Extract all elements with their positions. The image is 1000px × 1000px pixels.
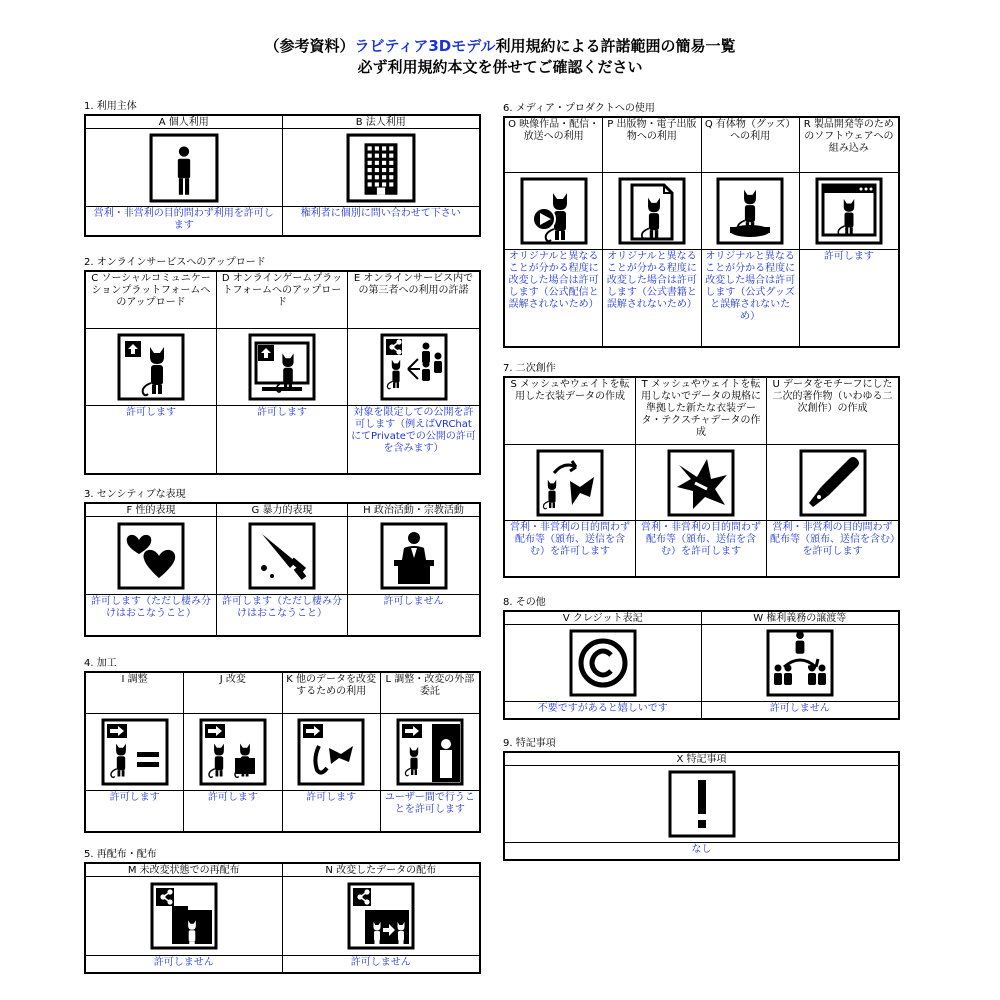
license-item bbox=[636, 378, 767, 576]
license-item bbox=[505, 612, 702, 718]
page-title bbox=[0, 36, 1000, 56]
item-answer: 権利者に個別に問い合わせて下さい bbox=[300, 208, 461, 219]
item-icon-cell bbox=[217, 329, 347, 406]
new-costume-icon bbox=[667, 449, 735, 517]
license-table bbox=[503, 376, 900, 578]
item-header: K 他のデータを改変するための利用 bbox=[283, 673, 380, 714]
pen-nib-icon bbox=[799, 449, 867, 517]
item-answer: 許可します bbox=[207, 792, 258, 803]
game-upload-icon bbox=[248, 333, 316, 401]
knife-icon bbox=[248, 522, 316, 590]
license-table bbox=[503, 610, 900, 720]
section-label: 4. 加工 bbox=[84, 658, 117, 669]
item-header: H 政治活動・宗教活動 bbox=[348, 504, 479, 517]
item-answer: 不要ですがあると嬉しいです bbox=[537, 703, 668, 714]
item-header: O 映像作品・配信・放送への利用 bbox=[505, 118, 602, 173]
item-answer: 許可しません bbox=[383, 596, 444, 607]
license-item bbox=[381, 673, 479, 831]
section-s6 bbox=[503, 102, 900, 348]
item-icon-cell bbox=[702, 625, 899, 702]
costume-derivation-icon bbox=[536, 449, 604, 517]
title-highlight: ラビティア3Dモデル bbox=[354, 37, 496, 55]
license-item bbox=[702, 118, 800, 346]
item-answer: 許可します bbox=[823, 251, 874, 262]
item-icon-cell bbox=[217, 517, 347, 595]
license-item bbox=[702, 612, 899, 718]
item-header: I 調整 bbox=[86, 673, 183, 714]
item-answer: 許可します bbox=[109, 792, 160, 803]
license-item bbox=[86, 272, 217, 473]
license-item bbox=[283, 116, 480, 235]
item-icon-cell bbox=[283, 714, 380, 791]
section-label: 1. 利用主体 bbox=[84, 101, 137, 112]
item-icon-cell bbox=[86, 877, 282, 956]
item-answer: ユーザー間で行うことを許可します bbox=[384, 792, 475, 815]
section-label: 2. オンラインサービスへのアップロード bbox=[84, 257, 266, 268]
item-answer: なし bbox=[691, 844, 712, 855]
item-icon-cell bbox=[505, 625, 701, 702]
section-label: 6. メディア・プロダクトへの使用 bbox=[503, 103, 655, 114]
section-s4 bbox=[84, 657, 481, 833]
section-s9 bbox=[503, 737, 900, 861]
title-prefix: （参考資料） bbox=[264, 37, 355, 55]
license-item bbox=[86, 504, 217, 635]
item-header: D オンラインゲームプラットフォームへのアップロード bbox=[217, 272, 347, 329]
license-table bbox=[503, 116, 900, 348]
item-icon-cell bbox=[348, 517, 479, 595]
license-item bbox=[86, 116, 283, 235]
redistribute-icon bbox=[150, 882, 218, 950]
podium-speaker-icon bbox=[380, 522, 448, 590]
item-icon-cell bbox=[505, 173, 602, 250]
item-icon-cell bbox=[505, 445, 635, 521]
section-s1 bbox=[84, 100, 481, 237]
license-table bbox=[503, 751, 900, 861]
item-header: L 調整・改変の外部委託 bbox=[381, 673, 479, 714]
office-building-icon bbox=[346, 133, 416, 203]
item-header: T メッシュやウェイトを転用しないでデータの規格に準拠した新たな衣装データ・テクスチャデータの作成 bbox=[636, 378, 766, 445]
license-item bbox=[505, 118, 603, 346]
item-answer: 営利・非営利の目的問わず利用を許可します bbox=[93, 208, 274, 231]
license-table bbox=[84, 270, 481, 475]
license-item bbox=[505, 753, 898, 859]
item-header: S メッシュやウェイトを転用した衣装データの作成 bbox=[505, 378, 635, 445]
item-answer: 許可します bbox=[306, 792, 357, 803]
person-icon bbox=[149, 133, 219, 203]
item-header: G 暴力的表現 bbox=[217, 504, 347, 517]
section-label: 8. その他 bbox=[503, 597, 546, 608]
software-window-icon bbox=[815, 177, 883, 245]
use-for-other-data-icon bbox=[297, 718, 365, 786]
item-answer: 許可しません bbox=[769, 703, 830, 714]
license-item bbox=[348, 272, 479, 473]
item-answer: オリジナルと異なることが分かる程度に改変した場合は許可します（公式配信と誤解されないため） bbox=[508, 251, 599, 310]
section-s2 bbox=[84, 256, 481, 475]
license-table bbox=[84, 862, 481, 974]
item-icon-cell bbox=[86, 129, 282, 207]
item-answer: 許可します（ただし棲み分けはおこなうこと） bbox=[91, 596, 211, 619]
license-item bbox=[283, 673, 381, 831]
item-answer: 許可します bbox=[257, 407, 307, 418]
item-header: M 未改変状態での再配布 bbox=[86, 864, 282, 877]
item-icon-cell bbox=[603, 173, 700, 250]
license-item bbox=[603, 118, 701, 346]
item-header: R 製品開発等のためのソフトウェアへの組み込み bbox=[800, 118, 898, 173]
publication-icon bbox=[618, 177, 686, 245]
item-header: C ソーシャルコミュニケーションプラットフォームへのアップロード bbox=[86, 272, 216, 329]
item-icon-cell bbox=[348, 329, 479, 406]
license-item bbox=[505, 378, 636, 576]
item-header: W 権利義務の譲渡等 bbox=[702, 612, 899, 625]
item-answer: 営利・非営利の目的問わず配布等（頒布、送信を含む）を許可します bbox=[770, 522, 895, 557]
item-header: N 改変したデータの配布 bbox=[283, 864, 480, 877]
item-header: J 改変 bbox=[184, 673, 281, 714]
item-header: P 出版物・電子出版物への利用 bbox=[603, 118, 700, 173]
item-header: A 個人利用 bbox=[86, 116, 282, 129]
outsource-icon bbox=[396, 718, 464, 786]
section-label: 3. センシティブな表現 bbox=[84, 489, 186, 500]
license-table bbox=[84, 502, 481, 637]
license-item bbox=[86, 864, 283, 972]
license-item bbox=[184, 673, 282, 831]
item-answer: 営利・非営利の目的問わず配布等（頒布、送信を含む）を許可します bbox=[641, 522, 761, 557]
item-icon-cell bbox=[86, 714, 183, 791]
item-icon-cell bbox=[800, 173, 898, 250]
distribute-modified-icon bbox=[347, 882, 415, 950]
section-s3 bbox=[84, 488, 481, 637]
item-icon-cell bbox=[505, 766, 898, 843]
copyright-icon bbox=[569, 629, 637, 697]
item-icon-cell bbox=[283, 877, 480, 956]
license-item bbox=[800, 118, 898, 346]
section-s5 bbox=[84, 848, 481, 974]
exclamation-icon bbox=[668, 770, 736, 838]
section-s8 bbox=[503, 596, 900, 720]
item-answer: 営利・非営利の目的問わず配布等（頒布、送信を含む）を許可します bbox=[510, 522, 630, 557]
figure-goods-icon bbox=[716, 177, 784, 245]
item-answer: 対象を限定しての公開を許可します（例えばVRChatにてPrivateでの公開の許可を含みます） bbox=[351, 407, 476, 454]
license-table bbox=[84, 114, 481, 237]
adjust-equal-icon bbox=[101, 718, 169, 786]
social-upload-icon bbox=[117, 333, 185, 401]
section-label: 5. 再配布・配布 bbox=[84, 849, 157, 860]
item-icon-cell bbox=[283, 129, 480, 207]
license-item bbox=[217, 504, 348, 635]
section-s7 bbox=[503, 362, 900, 578]
item-header: F 性的表現 bbox=[86, 504, 216, 517]
modify-icon bbox=[199, 718, 267, 786]
rights-transfer-icon bbox=[766, 629, 834, 697]
item-icon-cell bbox=[86, 517, 216, 595]
item-icon-cell bbox=[184, 714, 281, 791]
item-answer: オリジナルと異なることが分かる程度に改変した場合は許可します（公式グッズと誤解されないため） bbox=[705, 251, 796, 322]
item-icon-cell bbox=[702, 173, 799, 250]
item-icon-cell bbox=[381, 714, 479, 791]
item-answer: 許可しません bbox=[350, 957, 411, 968]
item-icon-cell bbox=[767, 445, 898, 521]
license-item bbox=[767, 378, 898, 576]
hearts-icon bbox=[117, 522, 185, 590]
section-label: 7. 二次創作 bbox=[503, 363, 556, 374]
item-header: X 特記事項 bbox=[505, 753, 898, 766]
title-suffix: 利用規約による許諾範囲の簡易一覧 bbox=[495, 37, 736, 55]
share-to-others-icon bbox=[380, 333, 448, 401]
license-item bbox=[283, 864, 480, 972]
item-header: Q 有体物（グッズ）への利用 bbox=[702, 118, 799, 173]
item-icon-cell bbox=[86, 329, 216, 406]
license-item bbox=[86, 673, 184, 831]
license-item bbox=[217, 272, 348, 473]
item-answer: 許可します（ただし棲み分けはおこなうこと） bbox=[222, 596, 342, 619]
item-header: V クレジット表記 bbox=[505, 612, 701, 625]
item-icon-cell bbox=[636, 445, 766, 521]
item-header: B 法人利用 bbox=[283, 116, 480, 129]
page-subtitle: 必ず利用規約本文を併せてご確認ください bbox=[357, 58, 643, 76]
item-answer: 許可します bbox=[126, 407, 176, 418]
video-icon bbox=[520, 177, 588, 245]
item-answer: オリジナルと異なることが分かる程度に改変した場合は許可します（公式書籍と誤解されないため） bbox=[606, 251, 697, 310]
item-header: E オンラインサービス内での第三者への利用の許諾 bbox=[348, 272, 479, 329]
license-item bbox=[348, 504, 479, 635]
license-table bbox=[84, 671, 481, 833]
section-label: 9. 特記事項 bbox=[503, 738, 556, 749]
item-header: U データをモチーフにした二次的著作物（いわゆる二次創作）の作成 bbox=[767, 378, 898, 445]
item-answer: 許可しません bbox=[153, 957, 214, 968]
